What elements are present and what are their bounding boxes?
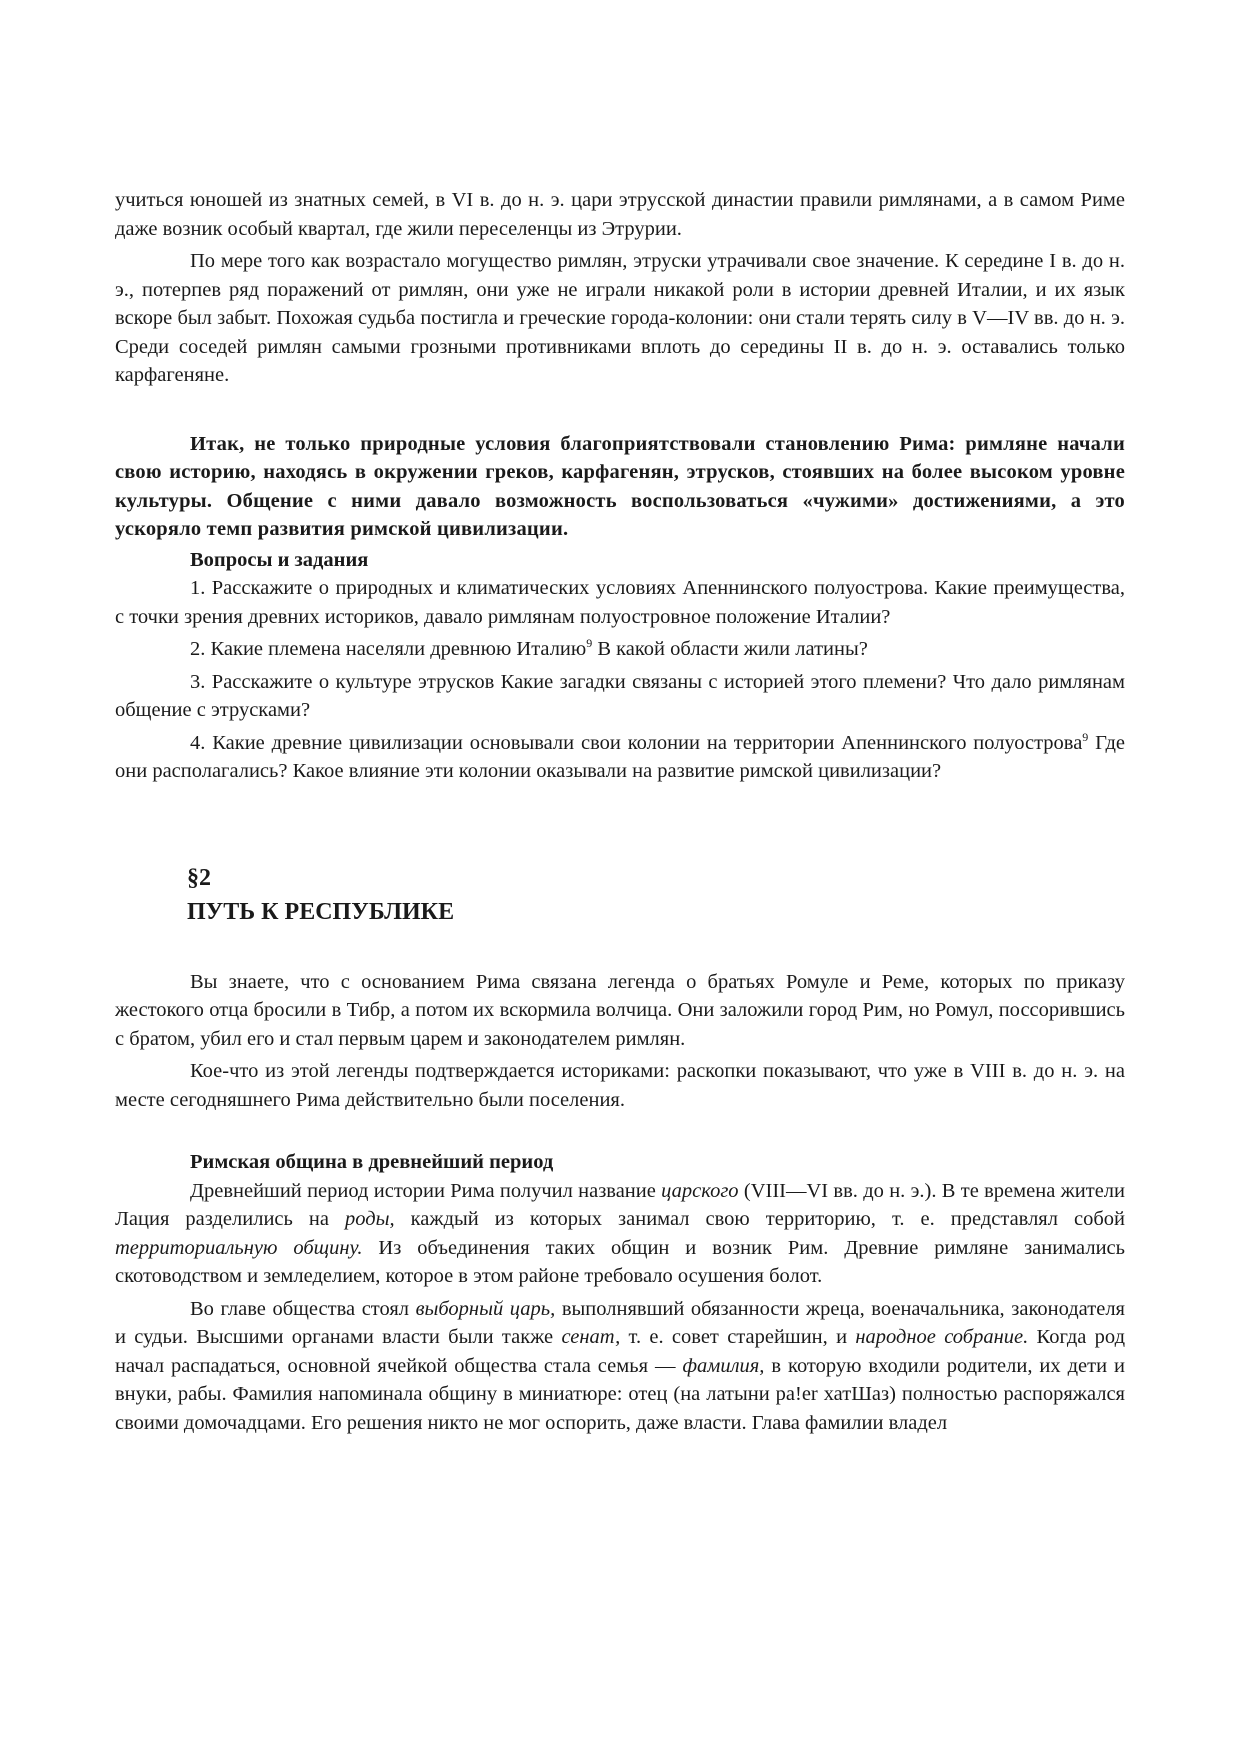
text-run: Из объединения таких общин и возник Рим. Древние римляне занимались скотоводством и земледелием, которое в этом районе требовало осушения болот. — [115, 1236, 1125, 1287]
italic-term: фамилия, — [682, 1354, 765, 1377]
italic-term: сенат, — [561, 1326, 621, 1348]
paragraph-etruscans-decline: По мере того как возрастало могущество римлян, этруски утрачивали свое значение. К середине I в. до н. э., потерпев ряд поражений от римлян, они уже не играли никакой роли в истории древней Италии, и их язык вскоре был забыт. Похожая судьба постигла и греческие города-колонии: они стали терять силу в V—IV вв. до н. э. Среди соседей римлян самыми грозными противниками вплоть до середины II в. до н. э. оставались только карфагеняне. — [115, 250, 1125, 386]
question-2 — [115, 635, 1125, 664]
paragraph-continuation: учиться юношей из знатных семей, в VI в. до н. э. цари этрусской династии правили римлянами, а в самом Риме даже возник особый квартал, где жили переселенцы из Этрурии. — [115, 189, 1125, 240]
italic-term: роды, — [345, 1208, 395, 1230]
text-run: Когда род начал распадаться, основной ячейкой общества стала семья — — [115, 1326, 1125, 1377]
paragraph-legend: Вы знаете, что с основанием Рима связана легенда о братьях Ромуле и Реме, которых по приказу жестокого отца бросили в Тибр, а потом их вскормила волчица. Они заложили город Рим, но Ромул, поссорившись с братом, убил его и стал первым царем и законодателем римлян. — [115, 970, 1125, 1050]
italic-term: территориальную общину. — [115, 1236, 363, 1259]
questions-heading: Вопросы и задания — [190, 548, 369, 571]
text-run: Древнейший период истории Рима получил название — [190, 1179, 662, 1202]
paragraph-royal-period — [115, 1177, 1125, 1291]
text-run: Во главе общества стоял — [190, 1297, 416, 1320]
text-run: каждый из которых занимал свою территорию, т. е. представлял собой — [394, 1208, 1125, 1230]
text-run: в которую входили родители, их дети и внуки, рабы. Фамилия напоминала общину в миниатюре: отец (на латыни pa!er хатШаз) полностью распоряжался своими домочадцами. Его решения никто не мог оспорить, даже власти. Глава фамилии владел — [115, 1354, 1125, 1434]
question-4-text-a: 4. Какие древние цивилизации основывали свои колонии на территории Апеннинского полуострова — [190, 731, 1083, 754]
section-title: ПУТЬ К РЕСПУБЛИКЕ — [187, 898, 455, 925]
subsection-heading: Римская община в древнейший период — [190, 1151, 554, 1173]
italic-term: выборный царь, — [415, 1297, 556, 1320]
paragraph-society-head — [115, 1295, 1125, 1438]
question-2-text-b: В какой области жили латины? — [592, 638, 868, 660]
text-run: выполнявший обязанности жреца, военачальника, законодателя и судьи. Высшими органами власти были также — [115, 1297, 1125, 1348]
paragraph-excavations: Кое-что из этой легенды подтверждается историками: раскопки показывают, что уже в VIII в. до н. э. на месте сегодняшнего Рима действительно были поселения. — [115, 1060, 1125, 1111]
question-4-text-b: Где они располагались? Какое влияние эти колонии оказывали на развитие римской цивилизации? — [115, 731, 1125, 782]
section-number: §2 — [187, 864, 211, 891]
summary-paragraph: Итак, не только природные условия благоприятствовали становлению Рима: римляне начали свою историю, находясь в окружении греков, карфагенян, этрусков, стоявших на более высоком уровне культуры. Общение с ними давало возможность воспользоваться «чужими» достижениями, а это ускоряло темп развития римской цивилизации. — [115, 432, 1125, 540]
question-4-sup: 9 — [1082, 729, 1089, 744]
question-2-text-a: 2. Какие племена населяли древнюю Италию — [190, 638, 587, 660]
question-4 — [115, 729, 1125, 786]
question-1: 1. Расскажите о природных и климатических условиях Апеннинского полуострова. Какие преимущества, с точки зрения древних историков, давало римлянам полуостровное положение Италии? — [115, 577, 1125, 628]
italic-term: народное собрание. — [855, 1326, 1029, 1348]
italic-term: царского — [661, 1179, 739, 1202]
document-page — [115, 186, 1125, 1437]
question-2-sup: 9 — [586, 636, 593, 651]
question-3: 3. Расскажите о культуре этрусков Какие загадки связаны с историей этого племени? Что дало римлянам общение с этрусками? — [115, 670, 1125, 721]
text-run: (VIII—VI вв. до н. э.). В те времена жители Лация разделились на — [115, 1179, 1125, 1230]
text-run: т. е. совет старейшин, и — [620, 1326, 856, 1348]
